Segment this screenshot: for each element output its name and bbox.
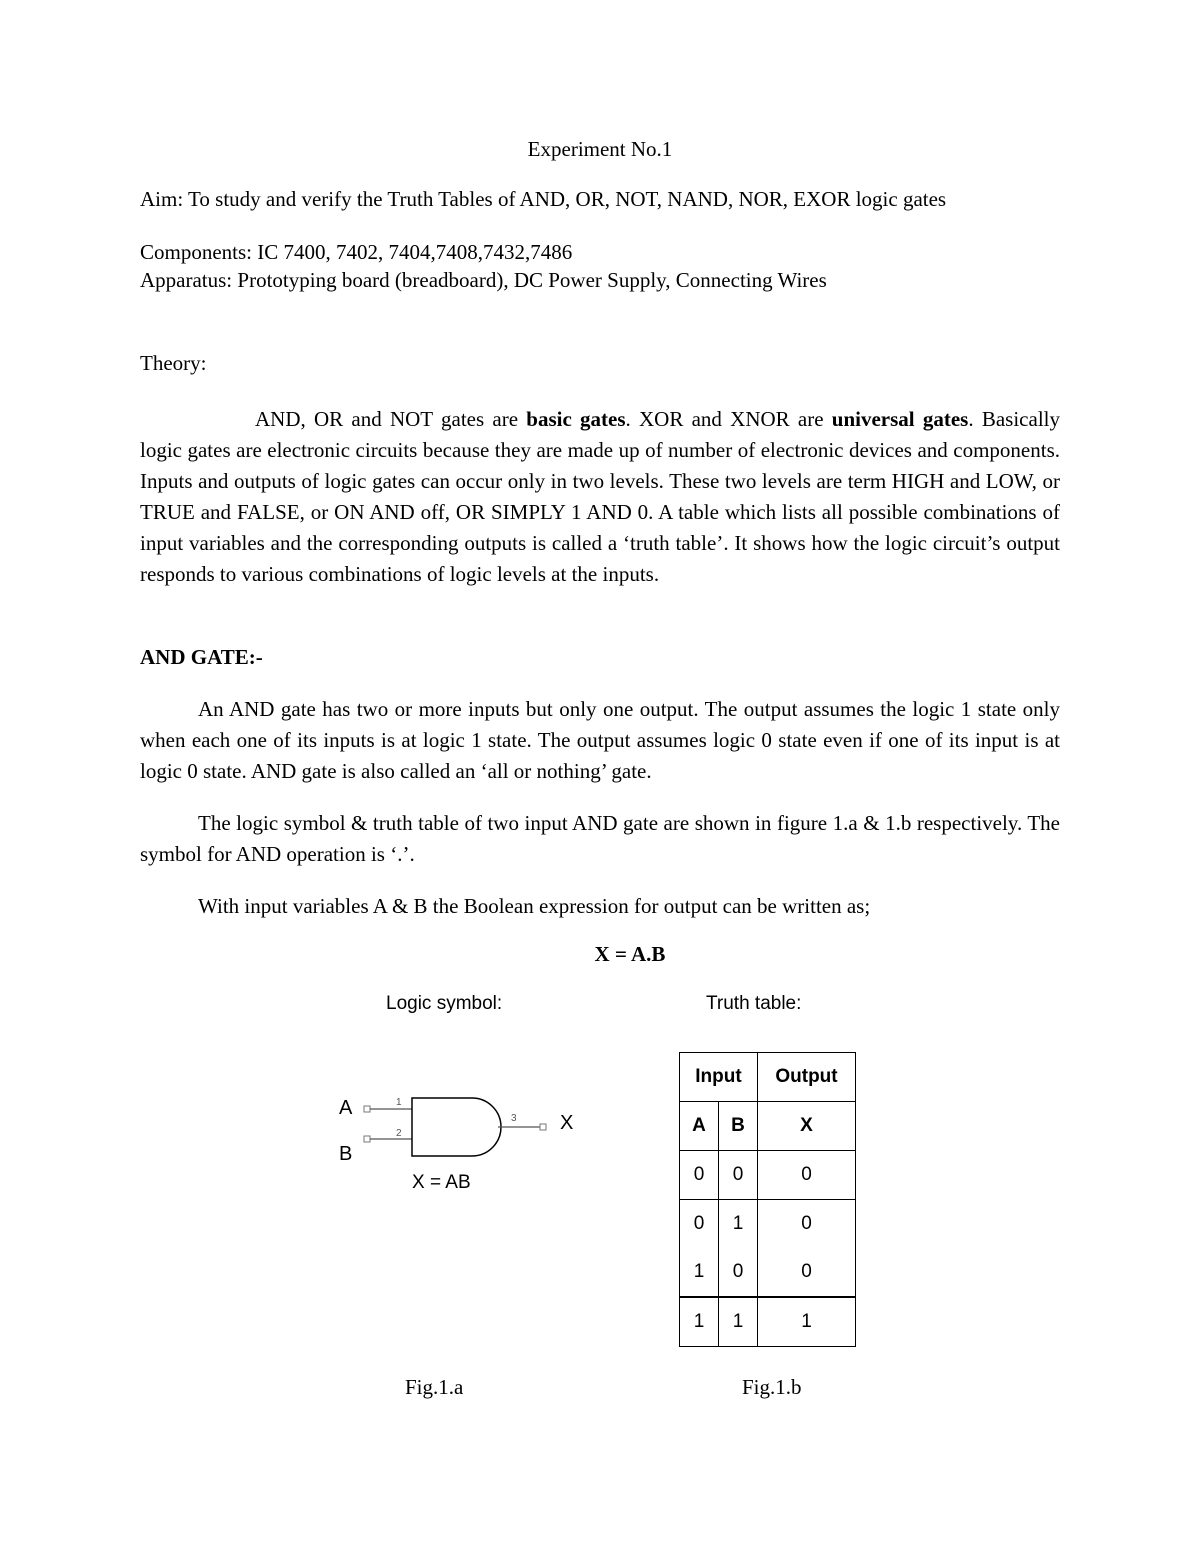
- table-cell: 0: [719, 1248, 758, 1297]
- table-cell: 1: [719, 1297, 758, 1347]
- and-gate-body: [412, 1098, 501, 1156]
- output-group-header: Output: [758, 1053, 856, 1102]
- table-cell: 1: [719, 1200, 758, 1249]
- and-gate-paragraph-1: [140, 694, 1060, 787]
- and-gate-paragraph-3: [140, 891, 1060, 922]
- truth-table-label: Truth table:: [706, 993, 802, 1014]
- pin-3-label: 3: [511, 1113, 517, 1124]
- input-a-label: A: [339, 1097, 353, 1119]
- table-row: [680, 1151, 856, 1200]
- fig-1a-caption: Fig.1.a: [405, 1375, 464, 1399]
- column-header-x: X: [758, 1102, 856, 1151]
- table-cell: 0: [758, 1248, 856, 1297]
- table-row: [680, 1297, 856, 1347]
- table-cell: 0: [680, 1200, 719, 1249]
- boolean-expression: X = A.B: [594, 942, 666, 966]
- and-gate-text-3: With input variables A & B the Boolean expression for output can be written as;: [198, 894, 871, 918]
- table-cell: 1: [680, 1248, 719, 1297]
- column-header-a: A: [680, 1102, 719, 1151]
- aim-line: Aim: To study and verify the Truth Tables of AND, OR, NOT, NAND, NOR, EXOR logic gates: [140, 187, 947, 211]
- and-gate-symbol: [330, 1085, 590, 1215]
- column-header-b: B: [719, 1102, 758, 1151]
- theory-heading: Theory:: [140, 351, 207, 375]
- table-cell: 0: [758, 1200, 856, 1249]
- fig-1b-caption: Fig.1.b: [742, 1375, 802, 1399]
- truth-table: [679, 1052, 856, 1347]
- basic-gates-term: basic gates: [526, 407, 626, 431]
- group-header-row: [680, 1053, 856, 1102]
- pin-x-terminal: [540, 1124, 546, 1130]
- table-cell: 0: [680, 1151, 719, 1200]
- and-gate-paragraph-2: [140, 808, 1060, 870]
- table-cell: 1: [680, 1297, 719, 1347]
- table-cell: 1: [758, 1297, 856, 1347]
- pin-2-label: 2: [396, 1128, 402, 1139]
- components-line: Components: IC 7400, 7402, 7404,7408,7432,7486: [140, 240, 573, 264]
- table-cell: 0: [719, 1151, 758, 1200]
- theory-text-e: . Basically logic gates are electronic circuits because they are made up of number of electronic devices and components. Inputs and outputs of logic gates can occur only in two levels. These two levels are term HIGH and LOW, or TRUE and FALSE, or ON AND off, OR SIMPLY 1 AND 0. A table which lists all possible combinations of input variables and the corresponding outputs is called a ‘truth table’. It shows how the logic circuit’s output responds to various combinations of logic levels at the inputs.: [140, 407, 1060, 586]
- and-gate-text-1: An AND gate has two or more inputs but only one output. The output assumes the logic 1 state only when each one of its inputs is at logic 1 state. The output assumes logic 0 state even if one of its input is at logic 0 state. AND gate is also called an ‘all or nothing’ gate.: [140, 697, 1060, 783]
- gate-equation: X = AB: [412, 1172, 471, 1193]
- and-gate-heading: AND GATE:-: [140, 645, 263, 669]
- logic-symbol-label: Logic symbol:: [386, 993, 503, 1014]
- pin-b-terminal: [364, 1136, 370, 1142]
- universal-gates-term: universal gates: [831, 407, 969, 431]
- output-x-label: X: [560, 1112, 574, 1134]
- input-b-label: B: [339, 1143, 353, 1165]
- apparatus-line: Apparatus: Prototyping board (breadboard), DC Power Supply, Connecting Wires: [140, 268, 827, 292]
- and-gate-text-2: The logic symbol & truth table of two input AND gate are shown in figure 1.a & 1.b respectively. The symbol for AND operation is ‘.’.: [140, 811, 1060, 866]
- pin-a-terminal: [364, 1106, 370, 1112]
- input-group-header: Input: [680, 1053, 758, 1102]
- theory-text-a: AND, OR and NOT gates are: [255, 407, 527, 431]
- table-cell: 0: [758, 1151, 856, 1200]
- theory-text-c: . XOR and XNOR are: [625, 407, 832, 431]
- table-row: [680, 1200, 856, 1249]
- page-title: Experiment No.1: [527, 137, 673, 161]
- theory-paragraph: [140, 404, 1060, 590]
- table-row: [680, 1248, 856, 1297]
- pin-1-label: 1: [396, 1097, 402, 1108]
- column-header-row: [680, 1102, 856, 1151]
